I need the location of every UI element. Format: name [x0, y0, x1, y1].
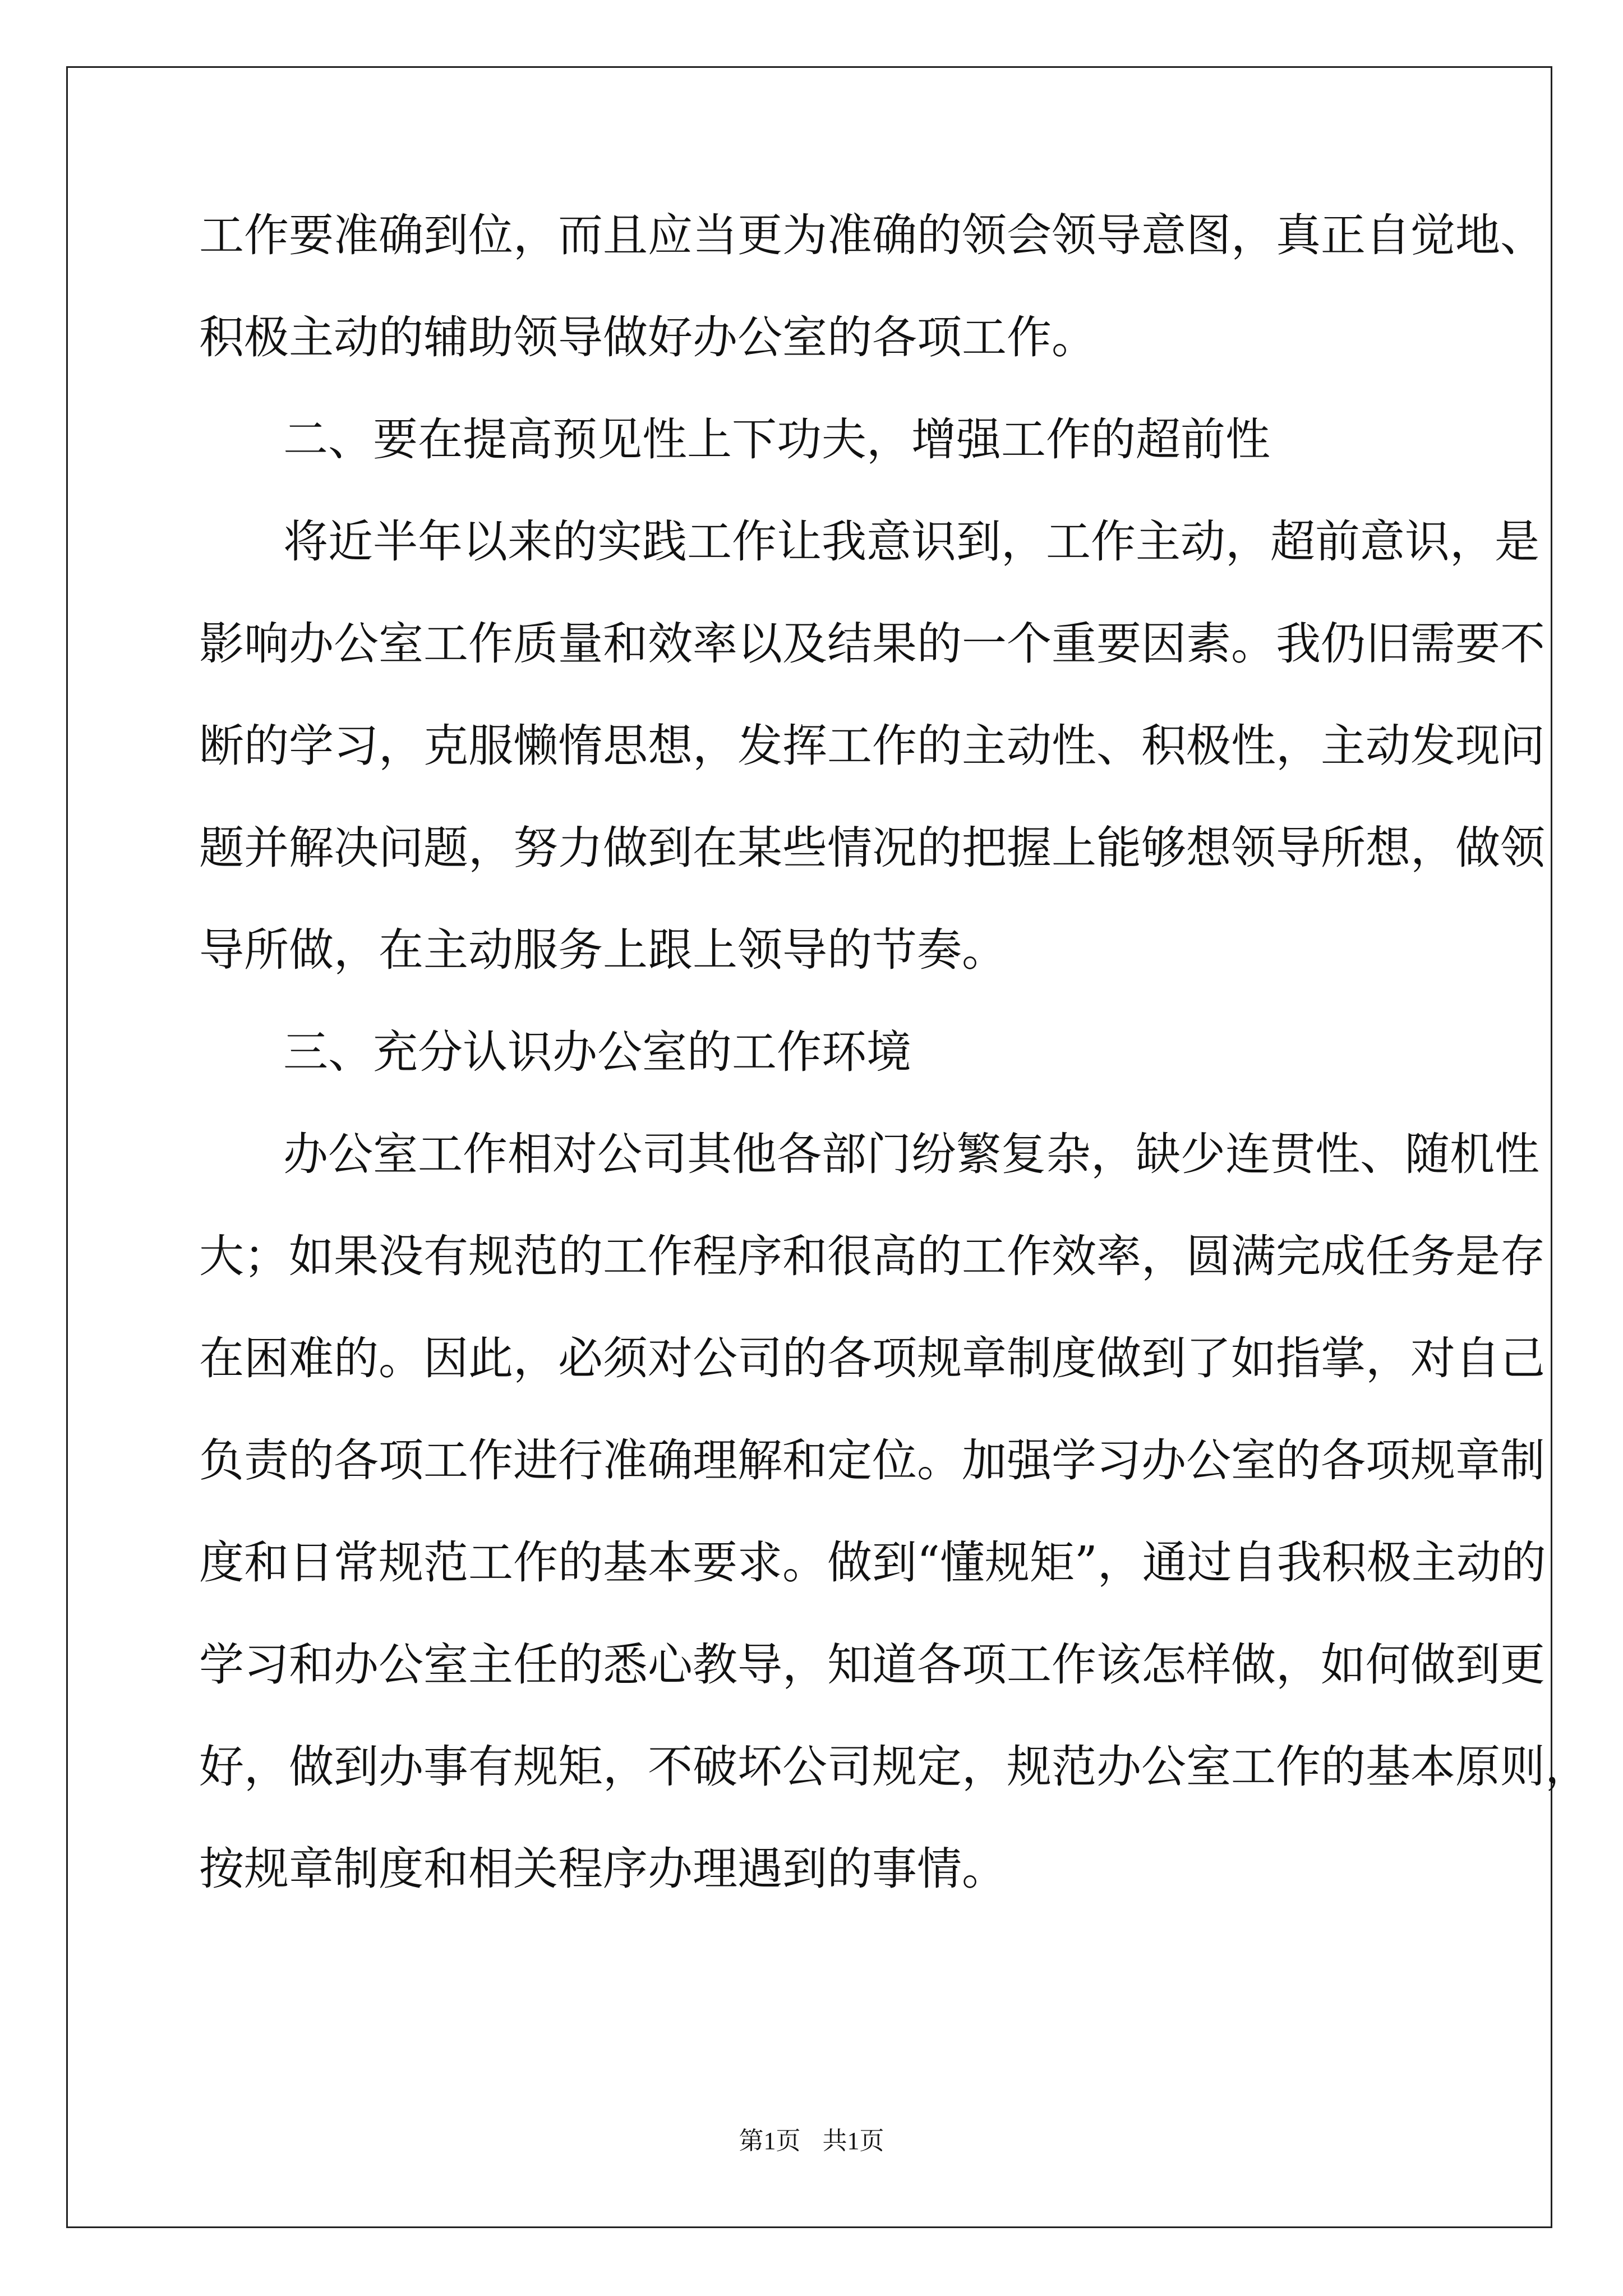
paragraph-line: 学习和办公室主任的悉心教导，知道各项工作该怎样做，如何做到更 — [199, 1639, 1545, 1691]
paragraph-line: 度和日常规范工作的基本要求。做到“懂规矩”，通过自我积极主动的 — [199, 1536, 1546, 1589]
paragraph-line: 办公室工作相对公司其他各部门纷繁复杂，缺少连贯性、随机性 — [283, 1128, 1539, 1180]
page-total: 共1页 — [822, 2127, 884, 2155]
paragraph-line: 好，做到办事有规矩，不破坏公司规定，规范办公室工作的基本原则， — [199, 1741, 1590, 1793]
paragraph-line: 大；如果没有规范的工作程序和很高的工作效率，圆满完成任务是存 — [199, 1230, 1545, 1282]
paragraph-line: 断的学习，克服懒惰思想，发挥工作的主动性、积极性，主动发现问 — [199, 720, 1545, 772]
section-heading: 三、充分认识办公室的工作环境 — [283, 1026, 911, 1078]
paragraph-line: 工作要准确到位，而且应当更为准确的领会领导意图，真正自觉地、 — [199, 209, 1545, 261]
paragraph-line: 按规章制度和相关程序办理遇到的事情。 — [199, 1843, 1007, 1895]
paragraph-line: 影响办公室工作质量和效率以及结果的一个重要因素。我仍旧需要不 — [199, 618, 1545, 670]
paragraph-line: 负责的各项工作进行准确理解和定位。加强学习办公室的各项规章制 — [199, 1434, 1545, 1487]
section-heading: 二、要在提高预见性上下功夫，增强工作的超前性 — [283, 413, 1270, 466]
paragraph-line: 题并解决问题，努力做到在某些情况的把握上能够想领导所想，做领 — [199, 822, 1545, 874]
paragraph-line: 导所做，在主动服务上跟上领导的节奏。 — [199, 924, 1007, 976]
paragraph-line: 将近半年以来的实践工作让我意识到，工作主动，超前意识，是 — [283, 516, 1539, 568]
paragraph-line: 积极主动的辅助领导做好办公室的各项工作。 — [199, 311, 1096, 364]
page-number: 第1页 — [739, 2127, 801, 2155]
paragraph-line: 在困难的。因此，必须对公司的各项规章制度做到了如指掌，对自己 — [199, 1332, 1545, 1384]
document-body — [199, 209, 1590, 1949]
page-footer — [0, 2129, 1623, 2154]
